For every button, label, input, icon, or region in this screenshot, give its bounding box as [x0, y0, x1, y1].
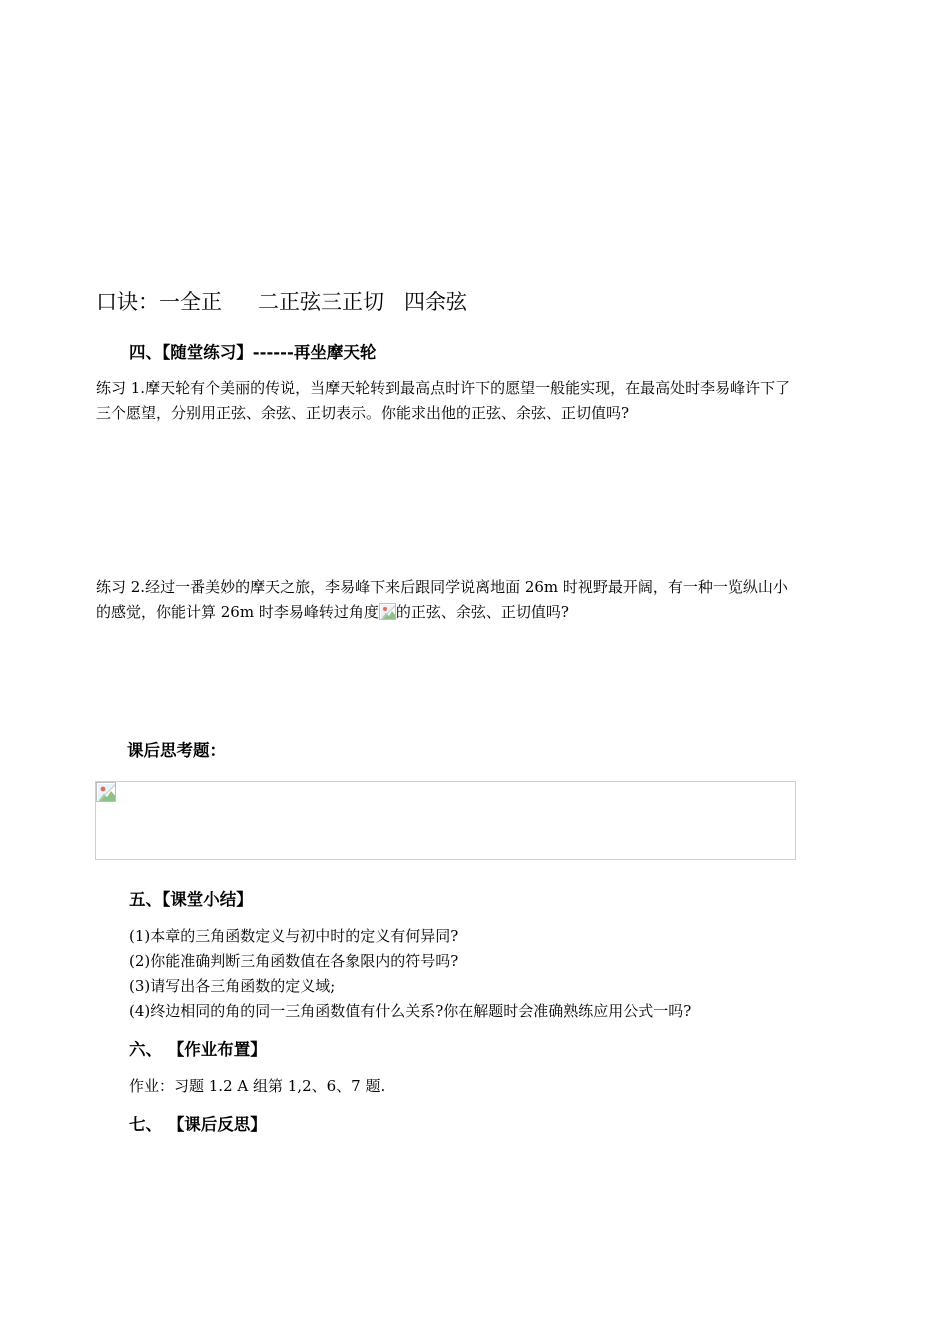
summary-item-1: (1)本章的三角函数定义与初中时的定义有何异同? [129, 927, 459, 945]
section-4-heading: 四、【随堂练习】------再坐摩天轮 [129, 343, 377, 362]
question-image-frame [95, 781, 796, 860]
broken-image-icon [96, 782, 116, 802]
summary-item-4: (4)终边相同的角的同一三角函数值有什么关系?你在解题时会准确熟练应用公式一吗? [129, 1002, 692, 1020]
section-5-heading: 五、【课堂小结】 [129, 890, 253, 909]
exercise-2-text-b: 的正弦、余弦、正切值吗? [395, 603, 569, 621]
broken-image-icon [379, 603, 396, 620]
mnemonic-label: 口诀： [96, 290, 159, 314]
after-class-heading: 课后思考题： [127, 741, 226, 760]
mnemonic-line [96, 286, 467, 316]
exercise-2-line-1: 练习 2.经过一番美妙的摩天之旅，李易峰下来后跟同学说离地面 26m 时视野最开阔，有一种一览纵山小 [96, 578, 788, 596]
homework-text: 作业：习题 1.2 A 组第 1,2、6、7 题. [129, 1077, 386, 1095]
summary-item-2: (2)你能准确判断三角函数值在各象限内的符号吗? [129, 952, 459, 970]
section-6-heading: 六、 【作业布置】 [129, 1040, 267, 1059]
exercise-2-line-2 [96, 601, 569, 622]
section-7-heading: 七、 【课后反思】 [129, 1115, 267, 1134]
exercise-1-line-1: 练习 1.摩天轮有个美丽的传说，当摩天轮转到最高点时许下的愿望一般能实现，在最高处时李易峰许下了 [96, 379, 791, 397]
mnemonic-part-3: 四余弦 [404, 290, 467, 314]
exercise-2-text-a: 的感觉，你能计算 26m 时李易峰转过角度 [96, 603, 379, 621]
mnemonic-part-2: 二正弦三正切 [258, 290, 384, 314]
mnemonic-part-1: 一全正 [159, 290, 222, 314]
summary-item-3: (3)请写出各三角函数的定义域; [129, 977, 336, 995]
exercise-1-line-2: 三个愿望，分别用正弦、余弦、正切表示。你能求出他的正弦、余弦、正切值吗? [96, 404, 630, 422]
